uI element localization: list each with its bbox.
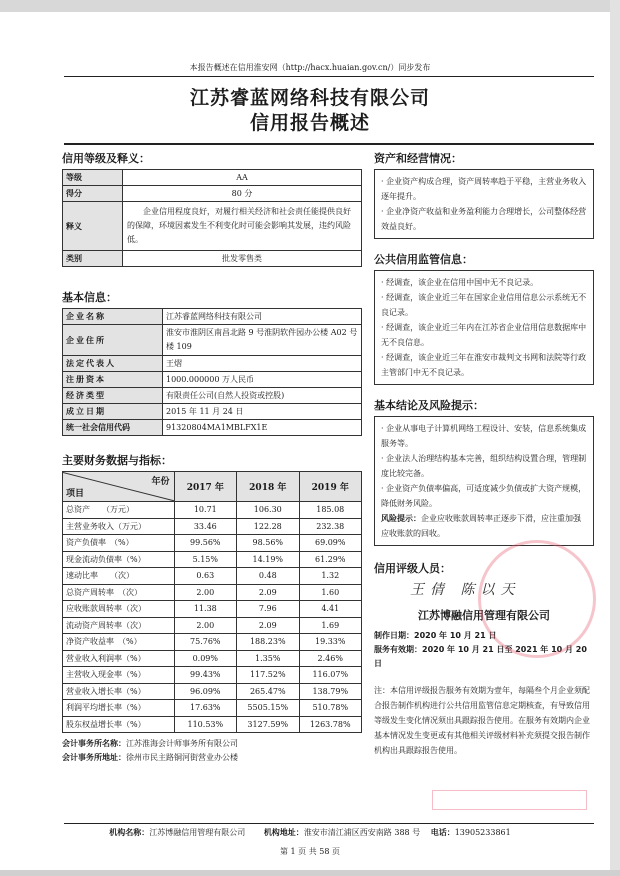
risk-label: 风险提示： (381, 513, 421, 523)
valid-period-value: 2020 年 10 月 21 日至 2021 年 10 月 20 日 (374, 645, 587, 668)
supervision-item: · 经调查，该企业在信用中国中无不良记录。 (381, 275, 587, 290)
finance-value: 2.09 (237, 617, 299, 634)
agency-value: 江苏博融信用管理有限公司 (149, 828, 246, 837)
finance-value: 4.41 (299, 601, 362, 618)
credit-table (62, 169, 362, 267)
phone-value: 13905233861 (454, 828, 511, 837)
finance-item-name: 净资产收益率 （%） (63, 634, 175, 651)
basic-value: 2015 年 11 月 24 日 (163, 404, 362, 420)
finance-value: 19.33% (299, 634, 362, 651)
grade-value: AA (123, 170, 362, 186)
contact-stamp (432, 790, 587, 810)
finance-value: 138.79% (299, 683, 362, 700)
credit-heading: 信用等级及释义： (62, 152, 150, 165)
agency-address-value: 淮安市清江浦区西安南路 388 号 (303, 828, 421, 837)
finance-row (63, 601, 362, 618)
firm-value: 江苏淮海会计师事务所有限公司 (126, 739, 238, 748)
agency-label: 机构名称： (109, 827, 150, 837)
finance-row (63, 716, 362, 733)
basic-label: 企业住所 (63, 325, 163, 356)
finance-value: 99.56% (174, 535, 236, 552)
finance-value: 33.46 (174, 518, 236, 535)
finance-value: 2.00 (174, 584, 236, 601)
finance-item-name: 利润平均增长率（%） (63, 700, 175, 717)
score-value: 80 分 (123, 186, 362, 202)
conclusion-item: · 企业资产负债率偏高，可适度减少负债或扩大资产规模，降低财务风险。 (381, 481, 587, 511)
grade-label: 等级 (63, 170, 123, 186)
finance-item-name: 现金流动负债率（%） (63, 551, 175, 568)
right-column (374, 150, 594, 758)
finance-value: 185.08 (299, 502, 362, 519)
finance-value: 106.30 (237, 502, 299, 519)
finance-row (63, 502, 362, 519)
finance-row (63, 535, 362, 552)
year-header: 2017 年 (174, 472, 236, 502)
rating-agency: 江苏博融信用管理有限公司 (418, 609, 550, 622)
finance-value: 61.29% (299, 551, 362, 568)
category-value: 批发零售类 (123, 251, 362, 267)
finance-value: 2.00 (174, 617, 236, 634)
assets-item: · 企业净资产收益和业务盈利能力合理增长，公司整体经营效益良好。 (381, 204, 587, 234)
definition-label: 释义 (63, 202, 123, 251)
finance-value: 2.46% (299, 650, 362, 667)
made-date-label: 制作日期： (374, 631, 414, 640)
finance-row (63, 584, 362, 601)
conclusion-item: · 企业法人治理结构基本完善，组织结构设置合理，管理制度比较完备。 (381, 451, 587, 481)
company-seal (478, 540, 596, 658)
finance-item-name: 流动资产周转率（次） (63, 617, 175, 634)
finance-value: 1.32 (299, 568, 362, 585)
finance-item-name: 主营业务收入（万元） (63, 518, 175, 535)
definition-value: 企业信用程度良好，对履行相关经济和社会责任能提供良好的保障，环境因素发生不利变化时可能会影响其发展，违约风险低。 (123, 202, 362, 251)
basic-heading: 基本信息： (62, 291, 117, 304)
finance-item-name: 速动比率 （次） (63, 568, 175, 585)
finance-row (63, 667, 362, 684)
finance-item-name: 资产负债率 （%） (63, 535, 175, 552)
basic-label: 成立日期 (63, 404, 163, 420)
finance-row (63, 617, 362, 634)
basic-label: 统一社会信用代码 (63, 420, 163, 436)
supervision-heading: 公共信用监管信息： (374, 253, 473, 266)
finance-value: 122.28 (237, 518, 299, 535)
finance-value: 232.38 (299, 518, 362, 535)
title-report: 信用报告概述 (249, 112, 370, 134)
finance-value: 75.76% (174, 634, 236, 651)
finance-value: 1.69 (299, 617, 362, 634)
finance-table (62, 471, 362, 733)
basic-value: 王熠 (163, 356, 362, 372)
finance-row (63, 650, 362, 667)
bottom-info (0, 827, 620, 838)
corner-year: 年份 (151, 477, 170, 487)
made-date-value: 2020 年 10 月 21 日 (414, 631, 497, 640)
finance-value: 110.53% (174, 716, 236, 733)
header-rule (64, 76, 594, 77)
finance-value: 69.09% (299, 535, 362, 552)
finance-value: 5505.15% (237, 700, 299, 717)
firm-address-label: 会计事务所地址： (62, 753, 126, 762)
validity-note: 注：本信用评级报告服务有效期为壹年，每隔叁个月企业须配合报告制作机构进行公共信用监管信息定期核查，有导致信用等级发生变化情况须出具跟踪报告使用。在服务有效期内企业基本情况发生变更或有其他相关评级材料补充须提交报告制作机构出具跟踪报告使用。 (374, 686, 590, 755)
finance-value: 98.56% (237, 535, 299, 552)
basic-value: 1000.000000 万人民币 (163, 372, 362, 388)
finance-corner-header (63, 472, 175, 502)
supervision-item: · 经调查，该企业近三年在淮安市裁判文书网和法院等行政主管部门中无不良记录。 (381, 350, 587, 380)
supervision-box (374, 270, 594, 385)
finance-value: 14.19% (237, 551, 299, 568)
finance-row (63, 518, 362, 535)
basic-label: 经济类型 (63, 388, 163, 404)
basic-label: 注册资本 (63, 372, 163, 388)
finance-item-name: 主营收入现金率（%） (63, 667, 175, 684)
category-label: 类别 (63, 251, 123, 267)
top-note: 本报告概述在信用淮安网（http://hacx.huaian.gov.cn/）同步发布 (189, 63, 431, 72)
corner-item: 项目 (66, 489, 85, 499)
finance-value: 116.07% (299, 667, 362, 684)
basic-label: 法定代表人 (63, 356, 163, 372)
finance-item-name: 总资产周转率 （次） (63, 584, 175, 601)
scan-edge-bottom (0, 870, 620, 876)
finance-value: 1.35% (237, 650, 299, 667)
finance-value: 17.63% (174, 700, 236, 717)
conclusion-item: · 企业从事电子计算机网络工程设计、安装，信息系统集成服务等。 (381, 421, 587, 451)
basic-value: 有限责任公司(自然人投资或控股) (163, 388, 362, 404)
finance-value: 96.09% (174, 683, 236, 700)
basic-label: 企业名称 (63, 309, 163, 325)
finance-item-name: 营业收入利润率（%） (63, 650, 175, 667)
finance-value: 265.47% (237, 683, 299, 700)
rater-signature: 王倩 陈以天 (410, 582, 521, 598)
finance-row (63, 568, 362, 585)
basic-value: 91320804MA1MBLFX1E (163, 420, 362, 436)
finance-value: 0.48 (237, 568, 299, 585)
finance-value: 0.09% (174, 650, 236, 667)
agency-address-label: 机构地址： (263, 827, 304, 837)
finance-value: 7.96 (237, 601, 299, 618)
year-header: 2019 年 (299, 472, 362, 502)
basic-value: 淮安市淮阴区南昌北路 9 号淮阴软件园办公楼 A02 号楼 109 (163, 325, 362, 356)
supervision-item: · 经调查，该企业近三年在国家企业信用信息公示系统无不良记录。 (381, 290, 587, 320)
phone-label: 电话： (430, 827, 455, 837)
finance-value: 510.78% (299, 700, 362, 717)
finance-row (63, 683, 362, 700)
assets-item: · 企业资产构成合理，资产周转率趋于平稳，主营业务收入逐年提升。 (381, 174, 587, 204)
finance-item-name: 营业收入增长率（%） (63, 683, 175, 700)
title-company: 江苏睿蓝网络科技有限公司 (189, 87, 430, 109)
finance-value: 5.15% (174, 551, 236, 568)
finance-row (63, 551, 362, 568)
raters-heading: 信用评级人员： (374, 562, 451, 575)
finance-item-name: 股东权益增长率（%） (63, 716, 175, 733)
finance-item-name: 应收账款周转率（次） (63, 601, 175, 618)
bottom-rule (64, 823, 594, 824)
finance-value: 11.38 (174, 601, 236, 618)
risk-value: 企业应收账款周转率正逐步下滑，应注重加强应收账款的回收。 (381, 514, 581, 538)
page-title (0, 86, 620, 136)
finance-value: 2.09 (237, 584, 299, 601)
firm-address-value: 徐州市民主路铜河街营业办公楼 (126, 753, 238, 762)
finance-value: 3127.59% (237, 716, 299, 733)
basic-value: 江苏睿蓝网络科技有限公司 (163, 309, 362, 325)
supervision-item: · 经调查，该企业近三年内在江苏省企业信用信息数据库中无不良信息。 (381, 320, 587, 350)
finance-heading: 主要财务数据与指标： (62, 454, 172, 467)
basic-info-table (62, 308, 362, 436)
title-rule (64, 143, 594, 145)
assets-heading: 资产和经营情况： (374, 152, 462, 165)
finance-item-name: 总资产 （万元） (63, 502, 175, 519)
finance-row (63, 634, 362, 651)
conclusion-box (374, 416, 594, 546)
valid-period-label: 服务有效期： (374, 645, 422, 654)
finance-value: 10.71 (174, 502, 236, 519)
assets-box (374, 169, 594, 239)
left-column (62, 150, 362, 765)
conclusion-heading: 基本结论及风险提示： (374, 399, 484, 412)
finance-row (63, 700, 362, 717)
page-number: 第 1 页 共 58 页 (280, 847, 340, 856)
finance-value: 1.60 (299, 584, 362, 601)
score-label: 得分 (63, 186, 123, 202)
finance-value: 1263.78% (299, 716, 362, 733)
finance-value: 99.43% (174, 667, 236, 684)
finance-value: 117.52% (237, 667, 299, 684)
finance-value: 0.63 (174, 568, 236, 585)
firm-label: 会计事务所名称： (62, 739, 126, 748)
accounting-firm (62, 737, 362, 765)
finance-value: 188.23% (237, 634, 299, 651)
year-header: 2018 年 (237, 472, 299, 502)
scan-edge-top (0, 0, 620, 12)
